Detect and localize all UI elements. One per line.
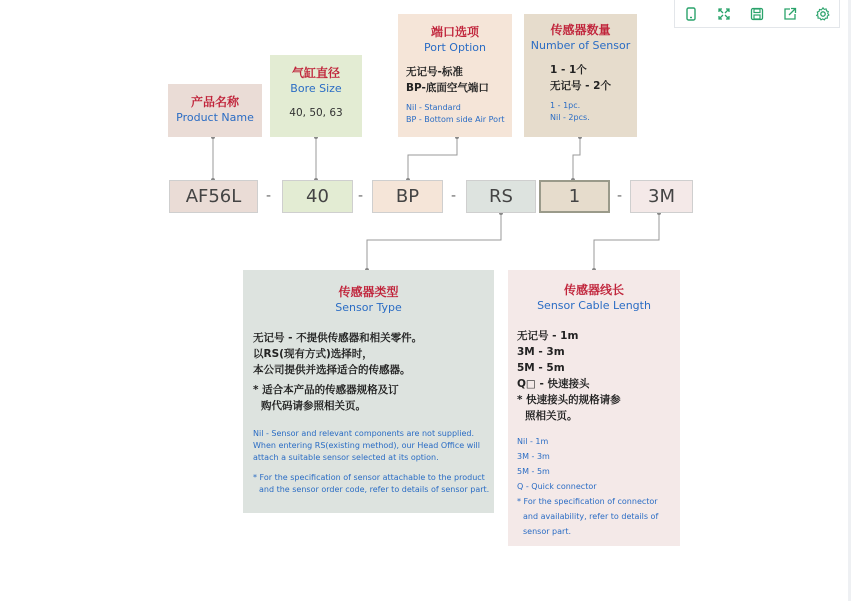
port-option-line-en: Nil - Standard [406,103,461,112]
cable-length-line-en: Nil - 1m [517,437,549,446]
sensor-type-note-en: * For the specification of sensor attachable to the product [253,473,485,482]
cable-length-note: 照相关页。 [525,410,578,422]
sensor-type-box [243,270,494,513]
cable-length-line-en: 5M - 5m [517,467,550,476]
bore-size-title-zh: 气缸直径 [291,66,340,80]
code-segment-series: AF56L [169,180,258,213]
share-button[interactable] [773,1,806,27]
save-button[interactable] [741,1,774,27]
code-separator: - [451,188,457,204]
code-segment-port: BP [372,180,443,213]
port-option-box [398,14,512,137]
sensor-type-line: 以RS(现有方式)选择时， [253,348,373,360]
sensor-count-line-en: 1 - 1pc. [550,101,581,110]
sensor-type-title-zh: 传感器类型 [338,285,399,299]
port-option-title-en: Port Option [423,41,486,54]
sensor-count-title-zh: 传感器数量 [550,23,611,37]
fullscreen-button[interactable] [708,1,741,27]
code-segment-bore: 40 [282,180,353,213]
cable-length-note-en: sensor part. [523,527,572,536]
sensor-type-line: 本公司提供并选择适合的传感器。 [253,364,411,376]
mobile-view-icon [683,6,699,22]
sensor-type-note: * 适合本产品的传感器规格及订 [253,384,399,396]
port-option-title-zh: 端口选项 [430,25,479,39]
sensor-type-line-en: Nil - Sensor and relevant components are not supplied. [253,429,475,438]
port-option-line-en: BP - Bottom side Air Port [406,115,505,124]
cable-length-line-en: 3M - 3m [517,452,550,461]
cable-length-line-en: Q - Quick connector [517,482,597,491]
toolbar [674,0,840,28]
mobile-view-button[interactable] [675,1,708,27]
code-segment-sensor-type: RS [466,180,536,213]
code-separator: - [358,188,364,204]
cable-length-note: * 快速接头的规格请参 [517,394,621,406]
settings-icon [815,6,831,22]
sensor-type-line-en: When entering RS(existing method), our Head Office will [253,441,480,450]
sensor-count-line: 1 - 1个 [550,64,587,76]
product-name-title-en: Product Name [176,111,254,124]
port-option-line: BP-底面空气端口 [406,82,489,94]
sensor-type-note-en: and the sensor order code, refer to details of sensor part. [259,485,490,494]
share-icon [782,6,798,22]
sensor-count-box [524,14,637,137]
sensor-count-line: 无记号 - 2个 [550,80,611,92]
cable-length-box [508,270,680,546]
port-option-line: 无记号-标准 [406,66,463,78]
sensor-count-title-en: Number of Sensor [530,39,631,52]
cable-length-note-en: * For the specification of connector [517,497,658,506]
bore-size-values: 40, 50, 63 [289,107,343,119]
product-name-box [168,84,262,137]
code-separator: - [617,188,623,204]
settings-button[interactable] [806,1,839,27]
save-icon [749,6,765,22]
cable-length-title-en: Sensor Cable Length [537,299,651,312]
code-segment-cable: 3M [630,180,693,213]
sensor-type-line: 无记号 - 不提供传感器和相关零件。 [253,332,423,344]
cable-length-line: 5M - 5m [517,362,565,374]
connector-cable-length [594,213,659,270]
bore-size-title-en: Bore Size [290,82,342,95]
cable-length-line: 3M - 3m [517,346,565,358]
product-name-title-zh: 产品名称 [190,95,239,109]
connector-port-option [408,137,457,180]
code-separator: - [266,188,272,204]
sensor-count-line-en: Nil - 2pcs. [550,113,590,122]
cable-length-line: 无记号 - 1m [517,330,579,342]
cable-length-note-en: and availability, refer to details of [523,512,659,521]
cable-length-line: Q□ - 快速接头 [517,378,590,390]
sensor-type-line-en: attach a suitable sensor selected at its option. [253,453,439,462]
connector-sensor-type [367,213,501,270]
connector-sensor-count [573,137,580,180]
sensor-type-title-en: Sensor Type [335,301,402,314]
bore-size-box [270,55,362,137]
code-segment-sensor-count: 1 [539,180,610,213]
cable-length-title-zh: 传感器线长 [563,283,624,297]
fullscreen-icon [716,6,732,22]
sensor-type-note: 购代码请参照相关页。 [261,400,366,412]
